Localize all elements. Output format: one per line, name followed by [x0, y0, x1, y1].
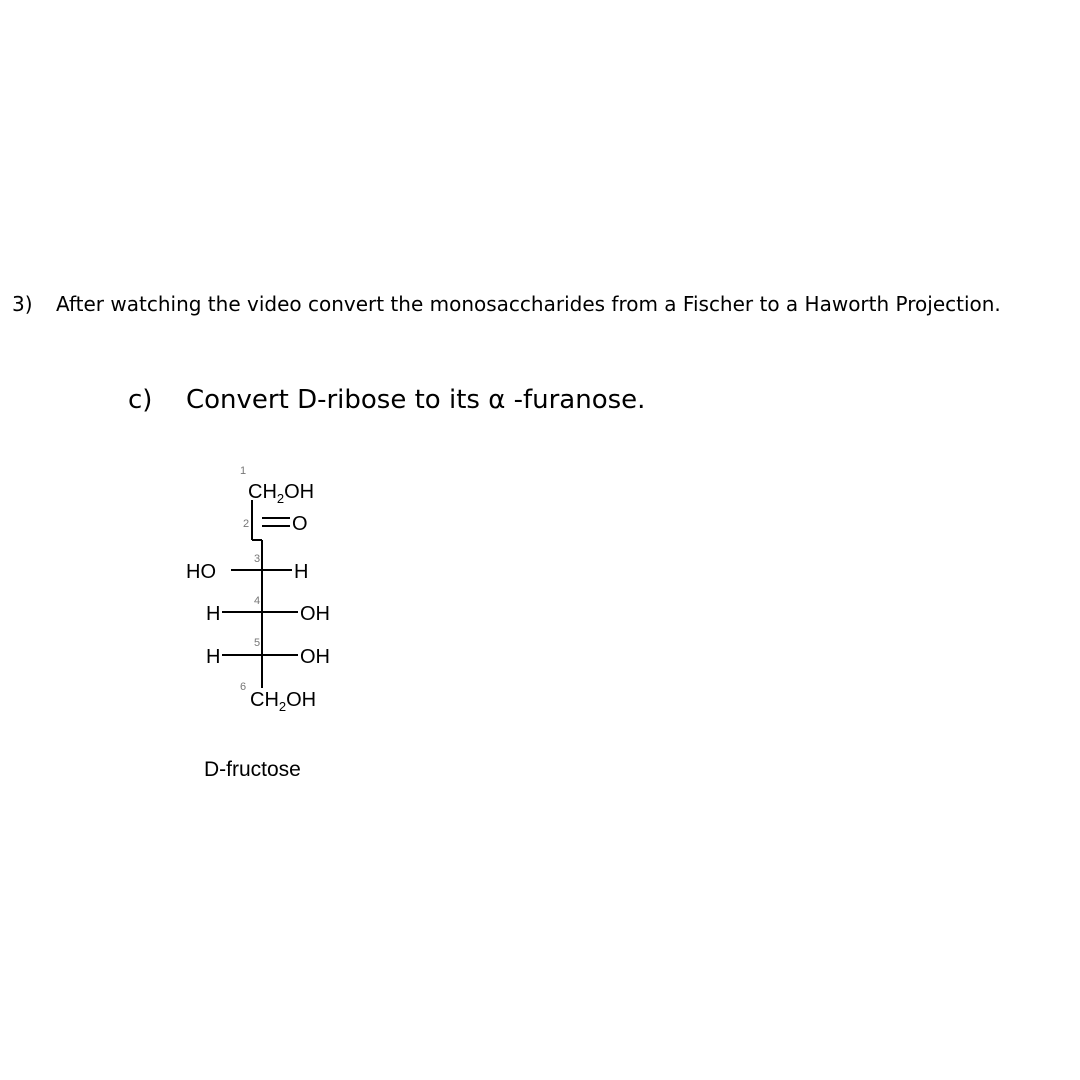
c5-right-label: OH [300, 646, 330, 668]
question-number: 3) [12, 292, 33, 316]
c1-label: $CH_2OH$ [248, 481, 315, 506]
carbon-number-6: 6 [240, 681, 247, 693]
subquestion-text: Convert D-ribose to its α -furanose. [186, 385, 646, 415]
carbon-number-1: 1 [240, 465, 247, 477]
carbon-number-3: 3 [254, 553, 261, 565]
carbon-number-5: 5 [254, 637, 261, 649]
c2-carbonyl-oxygen: O [292, 513, 308, 535]
c4-right-label: OH [300, 603, 330, 625]
carbon-number-4: 4 [254, 595, 261, 607]
carbon-number-2: 2 [243, 518, 250, 530]
question-3 [12, 292, 1001, 316]
c3-right-label: H [294, 561, 309, 583]
subquestion-letter: c) [128, 385, 153, 415]
c4-left-label: H [206, 603, 221, 625]
c6-label: $CH_2OH$ [250, 689, 317, 714]
compound-name: D-fructose [204, 758, 301, 781]
question-text: After watching the video convert the monosaccharides from a Fischer to a Haworth Projection. [56, 292, 1001, 316]
subquestion-c [128, 385, 645, 415]
c3-left-label: HO [186, 561, 216, 583]
c5-left-label: H [206, 646, 221, 668]
